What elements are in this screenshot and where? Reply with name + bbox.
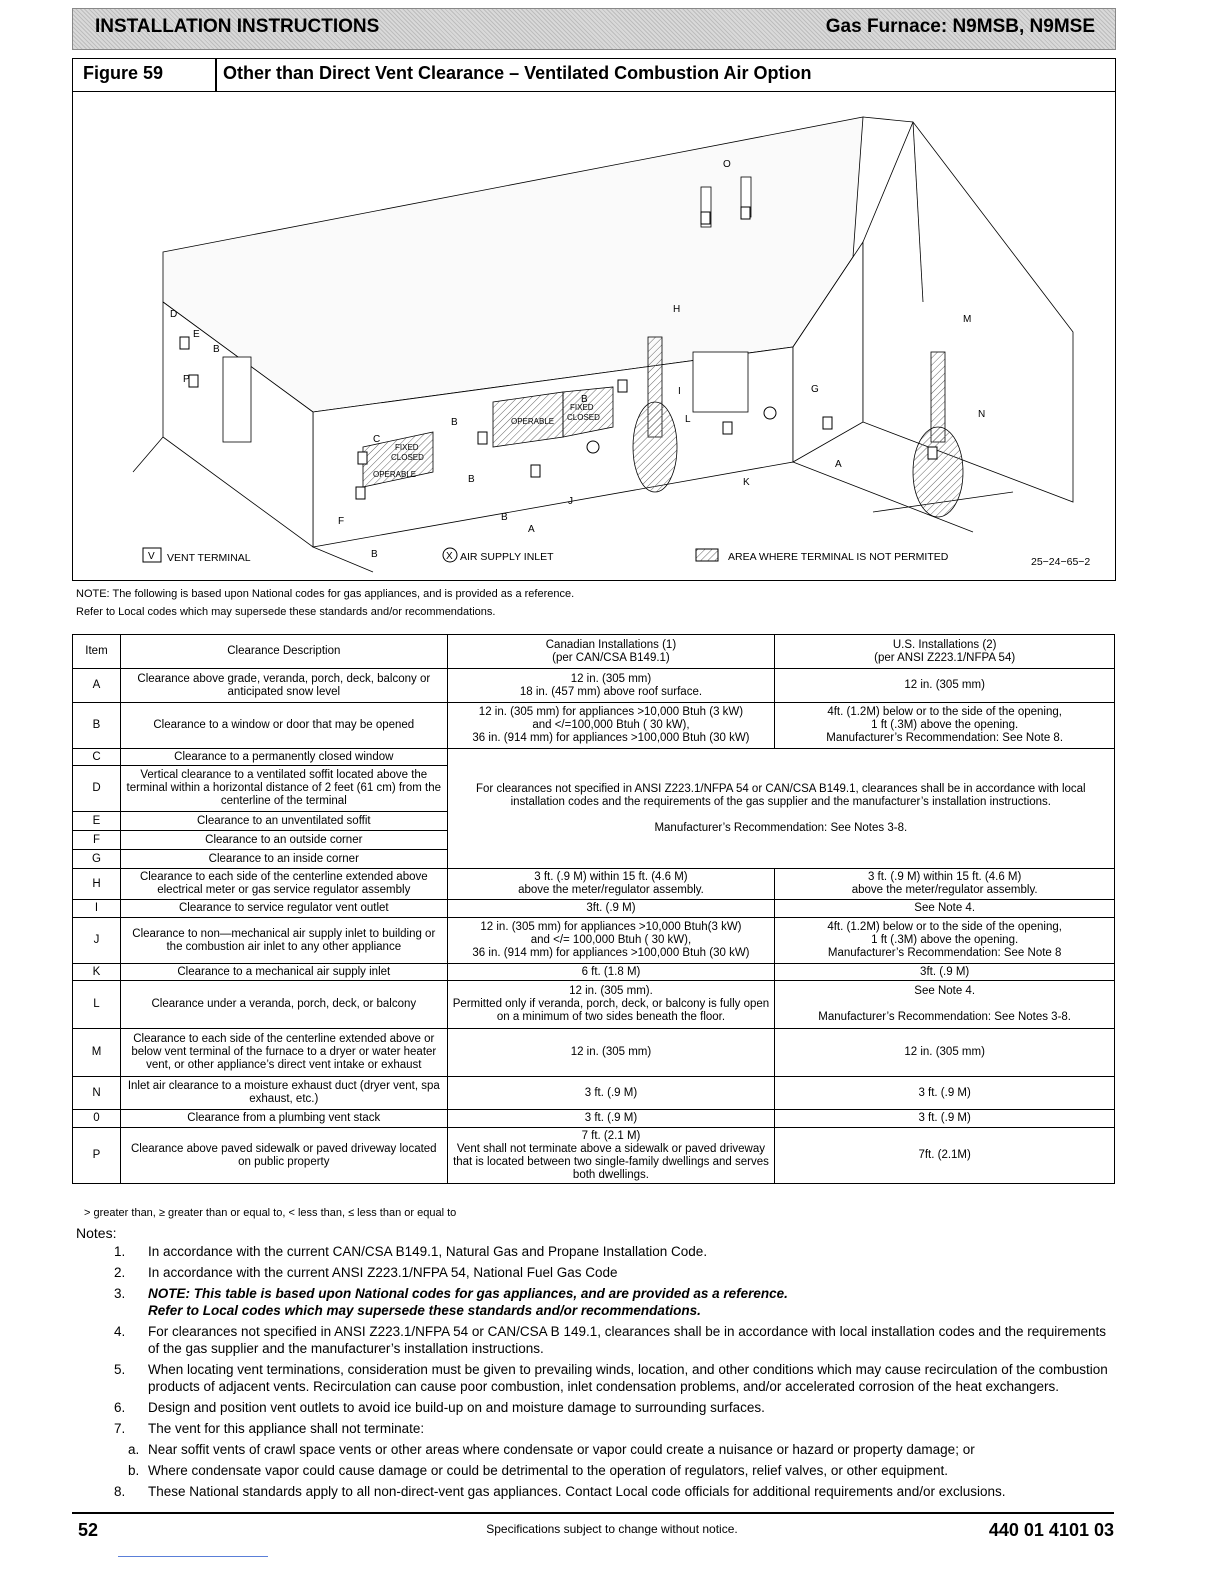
row-us: 3 ft. (.9 M): [775, 1110, 1115, 1128]
row-us: 3 ft. (.9 M) within 15 ft. (4.6 M) above the meter/regulator assembly.: [775, 869, 1115, 900]
label-b-mid: B: [451, 417, 458, 428]
row-description: Clearance to service regulator vent outlet: [120, 900, 447, 918]
row-canadian: 3ft. (.9 M): [447, 900, 775, 918]
window-operable-left: OPERABLE: [373, 470, 417, 479]
row-canadian: 3 ft. (.9 M) within 15 ft. (4.6 M) above the meter/regulator assembly.: [447, 869, 775, 900]
label-o: O: [723, 159, 731, 170]
label-c: C: [373, 434, 381, 445]
label-b-bot: B: [501, 512, 508, 523]
row-item: B: [73, 703, 121, 749]
row-item: M: [73, 1029, 121, 1077]
label-m: M: [963, 314, 972, 325]
label-p: P: [183, 374, 190, 385]
label-b-side: B: [213, 344, 220, 355]
note-item: 7. The vent for this appliance shall not terminate:: [114, 1421, 425, 1436]
row-item: F: [73, 831, 121, 850]
note-item: 5. When locating vent terminations, consideration must be given to prevailing winds, location, and other conditions which may cause recirculation of the combustion products of adjacent vents. Recirculation can cause poor combustion, inlet condensation problems, and/or accelerated corrosion of the heat exchangers.: [114, 1362, 1108, 1394]
window-fixed-right: FIXED: [570, 403, 594, 412]
label-g: G: [811, 384, 819, 395]
note-item: 4. For clearances not specified in ANSI Z223.1/NFPA 54 or CAN/CSA B 149.1, clearances shall be in accordance with local installation codes and the requirements of the gas supplier and the manufacturer’s installation instructions.: [114, 1324, 1107, 1356]
label-b-win: B: [581, 394, 588, 405]
notes-section: [76, 1207, 1116, 1504]
document-number: 440 01 4101 03: [988, 1520, 1114, 1540]
row-item: P: [73, 1128, 121, 1184]
legend-air-text: AIR SUPPLY INLET: [460, 551, 554, 563]
label-h: H: [673, 304, 681, 315]
row-description: Clearance under a veranda, porch, deck, or balcony: [120, 981, 447, 1029]
spec-notice: Specifications subject to change without notice.: [486, 1522, 738, 1536]
row-item: E: [73, 812, 121, 831]
row-canadian: 12 in. (305 mm) for appliances >10,000 Btuh (3 kW) and </=100,000 Btuh ( 30 kW), 36 in. (914 mm) for appliances >100,000 Btuh (30 kW): [447, 703, 775, 749]
header-item: Item: [73, 635, 121, 669]
row-canadian: 12 in. (305 mm): [447, 1029, 775, 1077]
row-item: A: [73, 669, 121, 703]
reference-note: NOTE: The following is based upon National codes for gas appliances, and is provided as a reference.: [76, 588, 575, 600]
figure-code: 25−24−65−2: [1031, 556, 1091, 568]
legend-vent-symbol: V: [148, 551, 155, 562]
label-n: N: [978, 409, 986, 420]
header-canadian: Canadian Installations (1) (per CAN/CSA B149.1): [447, 635, 775, 669]
row-item: 0: [73, 1110, 121, 1128]
legend-area-box: [696, 549, 718, 561]
label-k: K: [743, 477, 750, 488]
legend-vent-text: VENT TERMINAL: [167, 552, 251, 564]
label-f: F: [338, 516, 345, 527]
symbol-legend: > greater than, ≥ greater than or equal to, < less than, ≤ less than or equal to: [84, 1207, 457, 1219]
row-item: G: [73, 850, 121, 869]
label-b-ground: B: [371, 549, 378, 560]
note-item: 1. In accordance with the current CAN/CSA B149.1, Natural Gas and Propane Installation Code.: [114, 1244, 708, 1259]
row-canadian: 3 ft. (.9 M): [447, 1110, 775, 1128]
row-canadian: 6 ft. (1.8 M): [447, 964, 775, 981]
label-a: A: [528, 524, 535, 535]
window-closed-left: CLOSED: [391, 453, 424, 462]
row-description: Clearance to a window or door that may be opened: [120, 703, 447, 749]
legend-area-text: AREA WHERE TERMINAL IS NOT PERMITED: [728, 551, 949, 563]
table-row: [73, 703, 1115, 749]
back-wing: [863, 122, 1073, 502]
merged-note: For clearances not specified in ANSI Z223.1/NFPA 54 or CAN/CSA B149.1, clearances shall be in accordance with local installation codes and the requirements of the gas supplier and the manufacturer’s installation instructions. Manufacturer’s Recommendation: See Notes 3-8.: [447, 749, 1114, 869]
row-us: 7ft. (2.1M): [775, 1128, 1115, 1184]
house-clearance-diagram: [73, 92, 1113, 578]
label-d: D: [170, 309, 178, 320]
row-canadian: 3 ft. (.9 M): [447, 1077, 775, 1110]
row-description: Clearance to a mechanical air supply inlet: [120, 964, 447, 981]
table-header-row: [73, 635, 1115, 669]
note-item: 2. In accordance with the current ANSI Z223.1/NFPA 54, National Fuel Gas Code: [114, 1265, 618, 1280]
balcony-box: [693, 352, 748, 412]
row-description: Clearance from a plumbing vent stack: [120, 1110, 447, 1128]
table-row: [73, 749, 1115, 766]
note-item: 3. NOTE: This table is based upon National codes for gas appliances, and are provided as a reference. Refer to Local codes which may supersede these standards and/or recommendations.: [114, 1286, 788, 1318]
table-row: [73, 964, 1115, 981]
side-door: [223, 357, 251, 442]
row-item: J: [73, 918, 121, 964]
table-row: [73, 669, 1115, 703]
label-a-right: A: [835, 459, 842, 470]
row-description: Clearance to each side of the centerline extended above or below vent terminal of the furnace to a dryer or water heater vent, or other appliance’s direct vent intake or exhaust: [120, 1029, 447, 1077]
table-row: [73, 1029, 1115, 1077]
local-codes-note: Refer to Local codes which may supersede these standards and/or recommendations.: [76, 606, 496, 618]
label-b-low: B: [468, 474, 475, 485]
row-description: Clearance to each side of the centerline extended above electrical meter or gas service regulator assembly: [120, 869, 447, 900]
label-e: E: [193, 329, 200, 340]
label-j: J: [568, 496, 573, 507]
n-zone: [913, 427, 963, 517]
note-item: a. Near soffit vents of crawl space vents or other areas where condensate or vapor could create a nuisance or hazard or property damage; or: [128, 1442, 975, 1457]
row-us: See Note 4. Manufacturer’s Recommendation: See Notes 3-8.: [775, 981, 1115, 1029]
row-us: 12 in. (305 mm): [775, 1029, 1115, 1077]
header-description: Clearance Description: [120, 635, 447, 669]
header-us: U.S. Installations (2) (per ANSI Z223.1/NFPA 54): [775, 635, 1115, 669]
table-row: [73, 900, 1115, 918]
row-description: Clearance above paved sidewalk or paved driveway located on public property: [120, 1128, 447, 1184]
row-us: 4ft. (1.2M) below or to the side of the opening, 1 ft (.3M) above the opening. Manufacturer’s Recommendation: See Note 8.: [775, 703, 1115, 749]
figure-title-bar: [73, 59, 1115, 92]
row-item: H: [73, 869, 121, 900]
page-number: 52: [78, 1520, 99, 1540]
meter-zone: [633, 402, 677, 492]
row-description: Clearance to an inside corner: [120, 850, 447, 869]
row-item: N: [73, 1077, 121, 1110]
page-header: [72, 8, 1116, 50]
row-description: Clearance to a permanently closed window: [120, 749, 447, 766]
row-description: Inlet air clearance to a moisture exhaust duct (dryer vent, spa exhaust, etc.): [120, 1077, 447, 1110]
legend-air-symbol: X: [446, 551, 453, 562]
window-operable-center: OPERABLE: [511, 417, 555, 426]
table-row: [73, 1110, 1115, 1128]
window-fixed-left: FIXED: [395, 443, 419, 452]
table-row: [73, 981, 1115, 1029]
figure-title: Other than Direct Vent Clearance – Ventilated Combustion Air Option: [223, 63, 812, 83]
window-closed-right: CLOSED: [567, 413, 600, 422]
row-canadian: 12 in. (305 mm). Permitted only if veranda, porch, deck, or balcony is fully open on a minimum of two sides beneath the floor.: [447, 981, 775, 1029]
header-title: INSTALLATION INSTRUCTIONS: [95, 16, 380, 37]
header-product: Gas Furnace: N9MSB, N9MSE: [825, 16, 1095, 37]
label-i: I: [678, 386, 681, 397]
figure-59: [72, 58, 1116, 581]
row-item: I: [73, 900, 121, 918]
notes-title: Notes:: [76, 1225, 117, 1241]
row-canadian: 12 in. (305 mm) 18 in. (457 mm) above roof surface.: [447, 669, 775, 703]
note-item: b. Where condensate vapor could cause damage or could be detrimental to the operation of regulators, relief valves, or other equipment.: [128, 1463, 948, 1478]
figure-number: Figure 59: [83, 63, 164, 83]
table-row: [73, 1128, 1115, 1184]
note-item: 8. These National standards apply to all non-direct-vent gas appliances. Contact Local code officials for additional requirements and/or exclusions.: [114, 1484, 1006, 1499]
row-us: 12 in. (305 mm): [775, 669, 1115, 703]
row-canadian: 7 ft. (2.1 M) Vent shall not terminate above a sidewalk or paved driveway that is located between two single-family dwellings and serves both dwellings.: [447, 1128, 775, 1184]
row-item: C: [73, 749, 121, 766]
note-item: 6. Design and position vent outlets to avoid ice build-up on and moisture damage to surrounding surfaces.: [114, 1400, 765, 1415]
clearance-table: [72, 634, 1115, 1184]
row-description: Clearance above grade, veranda, porch, deck, balcony or anticipated snow level: [120, 669, 447, 703]
row-item: L: [73, 981, 121, 1029]
row-description: Clearance to non—mechanical air supply inlet to building or the combustion air inlet to any other appliance: [120, 918, 447, 964]
row-us: 3 ft. (.9 M): [775, 1077, 1115, 1110]
row-item: K: [73, 964, 121, 981]
row-us: 4ft. (1.2M) below or to the side of the opening, 1 ft (.3M) above the opening. Manufacturer’s Recommendation: See Note 8: [775, 918, 1115, 964]
label-l: L: [685, 414, 691, 425]
row-us: See Note 4.: [775, 900, 1115, 918]
table-row: [73, 1077, 1115, 1110]
row-description: Clearance to an outside corner: [120, 831, 447, 850]
row-description: Clearance to an unventilated soffit: [120, 812, 447, 831]
row-canadian: 12 in. (305 mm) for appliances >10,000 Btuh(3 kW) and </= 100,000 Btuh ( 30 kW), 36 in. (914 mm) for appliances >100,000 Btuh (30 kW): [447, 918, 775, 964]
row-description: Vertical clearance to a ventilated soffit located above the terminal within a horizontal distance of 2 feet (61 cm) from the centerline of the terminal: [120, 766, 447, 812]
row-item: D: [73, 766, 121, 812]
table-row: [73, 869, 1115, 900]
row-us: 3ft. (.9 M): [775, 964, 1115, 981]
table-row: [73, 918, 1115, 964]
